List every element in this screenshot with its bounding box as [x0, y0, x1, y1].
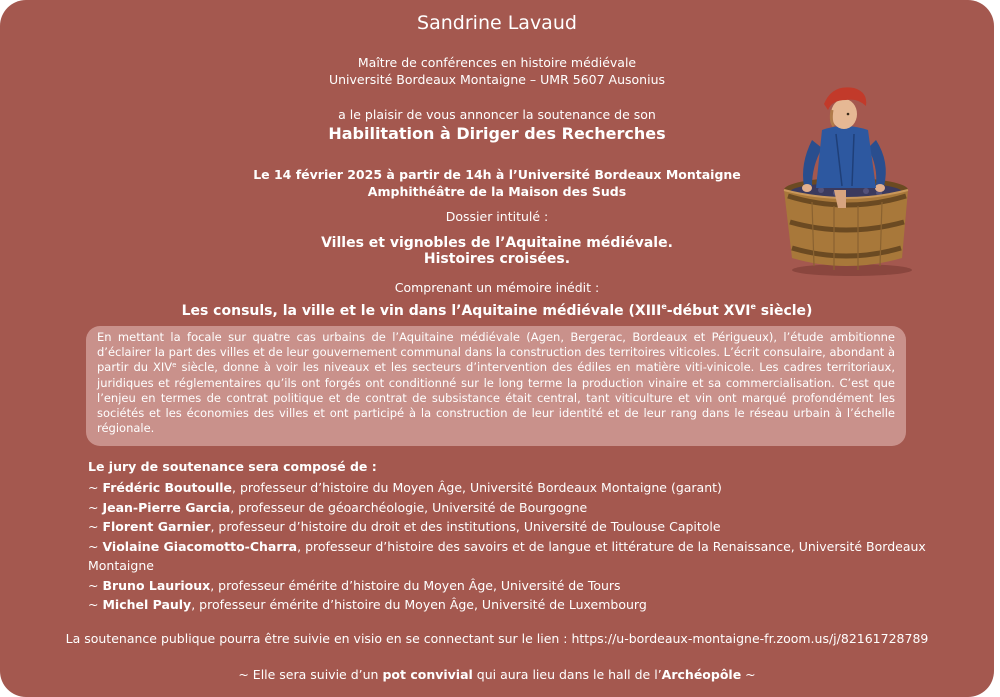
- event-room: Amphithéâtre de la Maison des Suds: [367, 184, 627, 199]
- medieval-grape-treader-icon: [776, 82, 916, 277]
- jury-list: [88, 478, 988, 615]
- jury-heading: Le jury de soutenance sera composé de :: [88, 459, 377, 474]
- memoir-title: Les consuls, la ville et le vin dans l’Aquitaine médiévale (XIIIe-début XVIe siècle): [181, 302, 813, 319]
- dossier-title-line1: Villes et vignobles de l’Aquitaine médiévale.: [321, 235, 673, 251]
- jury-member: ~ Bruno Laurioux, professeur émérite d’histoire du Moyen Âge, Université de Tours: [88, 577, 621, 593]
- jury-member: ~ Frédéric Boutoulle, professeur d’histoire du Moyen Âge, Université Bordeaux Montaigne (garant): [88, 480, 722, 495]
- announce-text: a le plaisir de vous annoncer la soutenance de son: [338, 107, 656, 122]
- jury-member: ~ Violaine Giacomotto-Charra, professeur d’histoire des savoirs et de langue et littérature de la Renaissance, Université Bordeaux Montaigne: [88, 538, 926, 573]
- dossier-title-line2: Histoires croisées.: [423, 251, 571, 267]
- event-date-place: Le 14 février 2025 à partir de 14h à l’Université Bordeaux Montaigne: [253, 167, 741, 182]
- abstract-text: En mettant la focale sur quatre cas urbains de l’Aquitaine médiévale (Agen, Bergerac, Bordeaux et Périgueux), l’étude ambitionne d’éclairer la part des villes et de leur gouvernement communal dans la construction des territoires viticoles. L’écrit consulaire, abondant à partir du XIVe siècle, donne à voir les niveaux et les secteurs d’intervention des édiles en matière viti-vinicole. Les cadres territoriaux, juridiques et réglementaires qu’ils ont forgés ont conditionné sur le long terme la production vinaire et sa commercialisation. C’est que l’enjeu en termes de contrat politique et de contrat de subsistance était central, tant viticulture et vin ont marqué profondément les sociétés et les économies des villes et ont participé à la construction de leur identité et de leur rang dans le réseau urbain à l’échelle régionale.: [97, 330, 895, 436]
- presenter-position: Maître de conférences en histoire médiévale: [357, 55, 637, 70]
- jury-member: ~ Florent Garnier, professeur d’histoire du droit et des institutions, Université de Toulouse Capitole: [88, 519, 721, 534]
- jury-member: ~ Michel Pauly, professeur émérite d’histoire du Moyen Âge, Université de Luxembourg: [88, 597, 647, 612]
- visio-line: La soutenance publique pourra être suivie en visio en se connectant sur le lien : https://u-bordeaux-montaigne-fr.zoom.us/j/82161728789: [65, 631, 929, 646]
- presenter-affiliation: Université Bordeaux Montaigne – UMR 5607 Ausonius: [328, 72, 666, 87]
- presenter-name: Sandrine Lavaud: [417, 12, 577, 34]
- footer-note: ~ Elle sera suivie d’un pot convivial qui aura lieu dans le hall de l’Archéopôle ~: [238, 667, 756, 682]
- memoir-label: Comprenant un mémoire inédit :: [394, 280, 600, 295]
- hdr-title: Habilitation à Diriger des Recherches: [328, 124, 666, 143]
- zoom-link[interactable]: https://u-bordeaux-montaigne-fr.zoom.us/j/82161728789: [571, 631, 929, 646]
- jury-member: ~ Jean-Pierre Garcia, professeur de géoarchéologie, Université de Bourgogne: [88, 499, 588, 515]
- dossier-label: Dossier intitulé :: [445, 209, 549, 224]
